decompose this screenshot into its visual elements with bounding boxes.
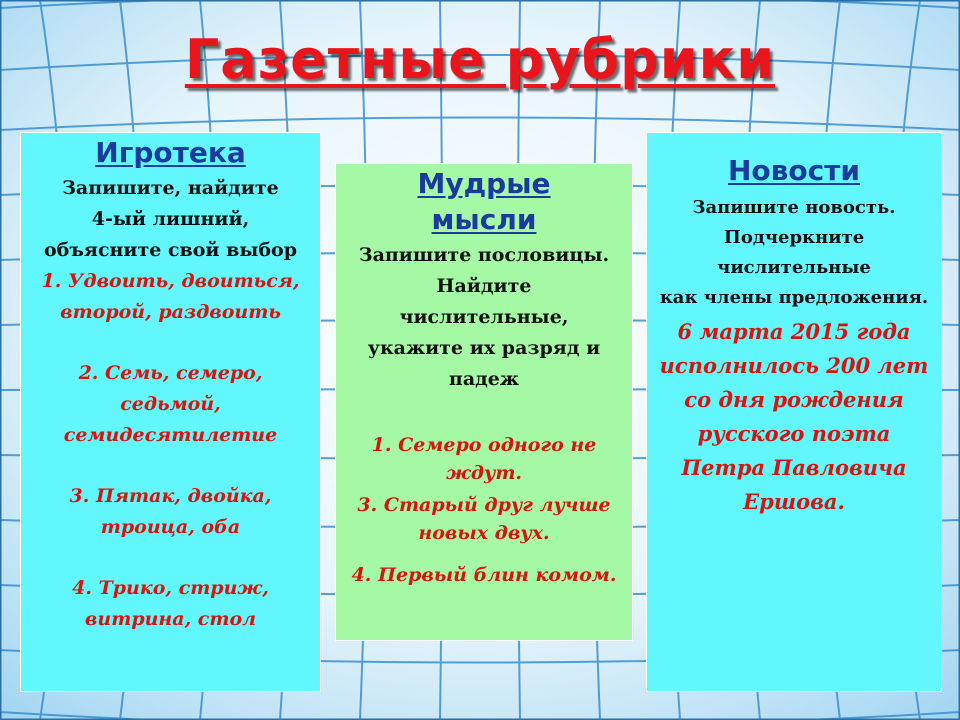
- item-line: семидесятилетие: [63, 424, 278, 446]
- panel-heading: Новости: [727, 154, 861, 187]
- item-line: 3. Старый друг лучше: [357, 494, 611, 516]
- list-item: [21, 481, 320, 543]
- instruction-line: Запишите новость.: [692, 197, 896, 218]
- news-line: со дня рождения: [684, 387, 904, 412]
- instruction-line: 4-ый лишний,: [91, 208, 250, 230]
- panel-instructions: [647, 193, 941, 313]
- panel-heading: [336, 166, 632, 238]
- news-line: Петра Павловича: [681, 455, 907, 480]
- page-title: Газетные рубрики: [184, 28, 776, 91]
- item-line: новых двух.: [418, 522, 550, 544]
- instruction-line: Найдите: [436, 275, 532, 297]
- panel-novosti: [646, 132, 942, 692]
- item-line: 3. Пятак, двойка,: [69, 485, 272, 507]
- item-line: витрина, стол: [84, 608, 257, 630]
- panel-instructions: [336, 240, 632, 395]
- news-line: 6 марта 2015 года: [677, 319, 911, 344]
- news-text: [647, 315, 941, 519]
- item-line: 2. Семь, семеро,: [78, 362, 263, 384]
- panel-mudrye-mysli: [335, 163, 633, 641]
- item-line: седьмой,: [120, 393, 221, 415]
- item-line: ждут.: [445, 462, 523, 484]
- heading-line: мысли: [431, 203, 537, 236]
- item-line: 4. Трико, стриж,: [72, 577, 269, 599]
- instruction-line: падеж: [448, 368, 520, 390]
- instruction-line: объясните свой выбор: [43, 239, 298, 261]
- instruction-line: числительные,: [399, 306, 569, 328]
- list-item: [336, 431, 632, 487]
- news-line: Ершова.: [743, 489, 845, 514]
- item-line: 1. Удвоить, двоиться,: [41, 270, 300, 292]
- heading-line: Мудрые: [417, 167, 551, 200]
- news-line: русского поэта: [697, 421, 891, 446]
- list-item: [336, 491, 632, 547]
- panel-instructions: [21, 173, 320, 266]
- list-item: [21, 266, 320, 328]
- item-line: 1. Семеро одного не: [371, 434, 597, 456]
- item-line: троица, оба: [100, 516, 241, 538]
- instruction-line: Запишите, найдите: [62, 177, 279, 199]
- instruction-line: числительные: [717, 257, 871, 278]
- news-line: исполнилось 200 лет: [659, 353, 929, 378]
- instruction-line: Запишите пословицы.: [358, 244, 610, 266]
- item-line: 4. Первый блин комом.: [351, 564, 617, 586]
- instruction-line: укажите их разряд и: [367, 337, 601, 359]
- list-item: [21, 358, 320, 451]
- instruction-line: как члены предложения.: [659, 287, 929, 308]
- panel-igroteka: [20, 132, 321, 692]
- list-item: [21, 573, 320, 635]
- list-item: [336, 561, 632, 589]
- panel-heading: Игротека: [95, 136, 246, 169]
- item-line: второй, раздвоить: [60, 301, 281, 323]
- instruction-line: Подчеркните: [723, 227, 865, 248]
